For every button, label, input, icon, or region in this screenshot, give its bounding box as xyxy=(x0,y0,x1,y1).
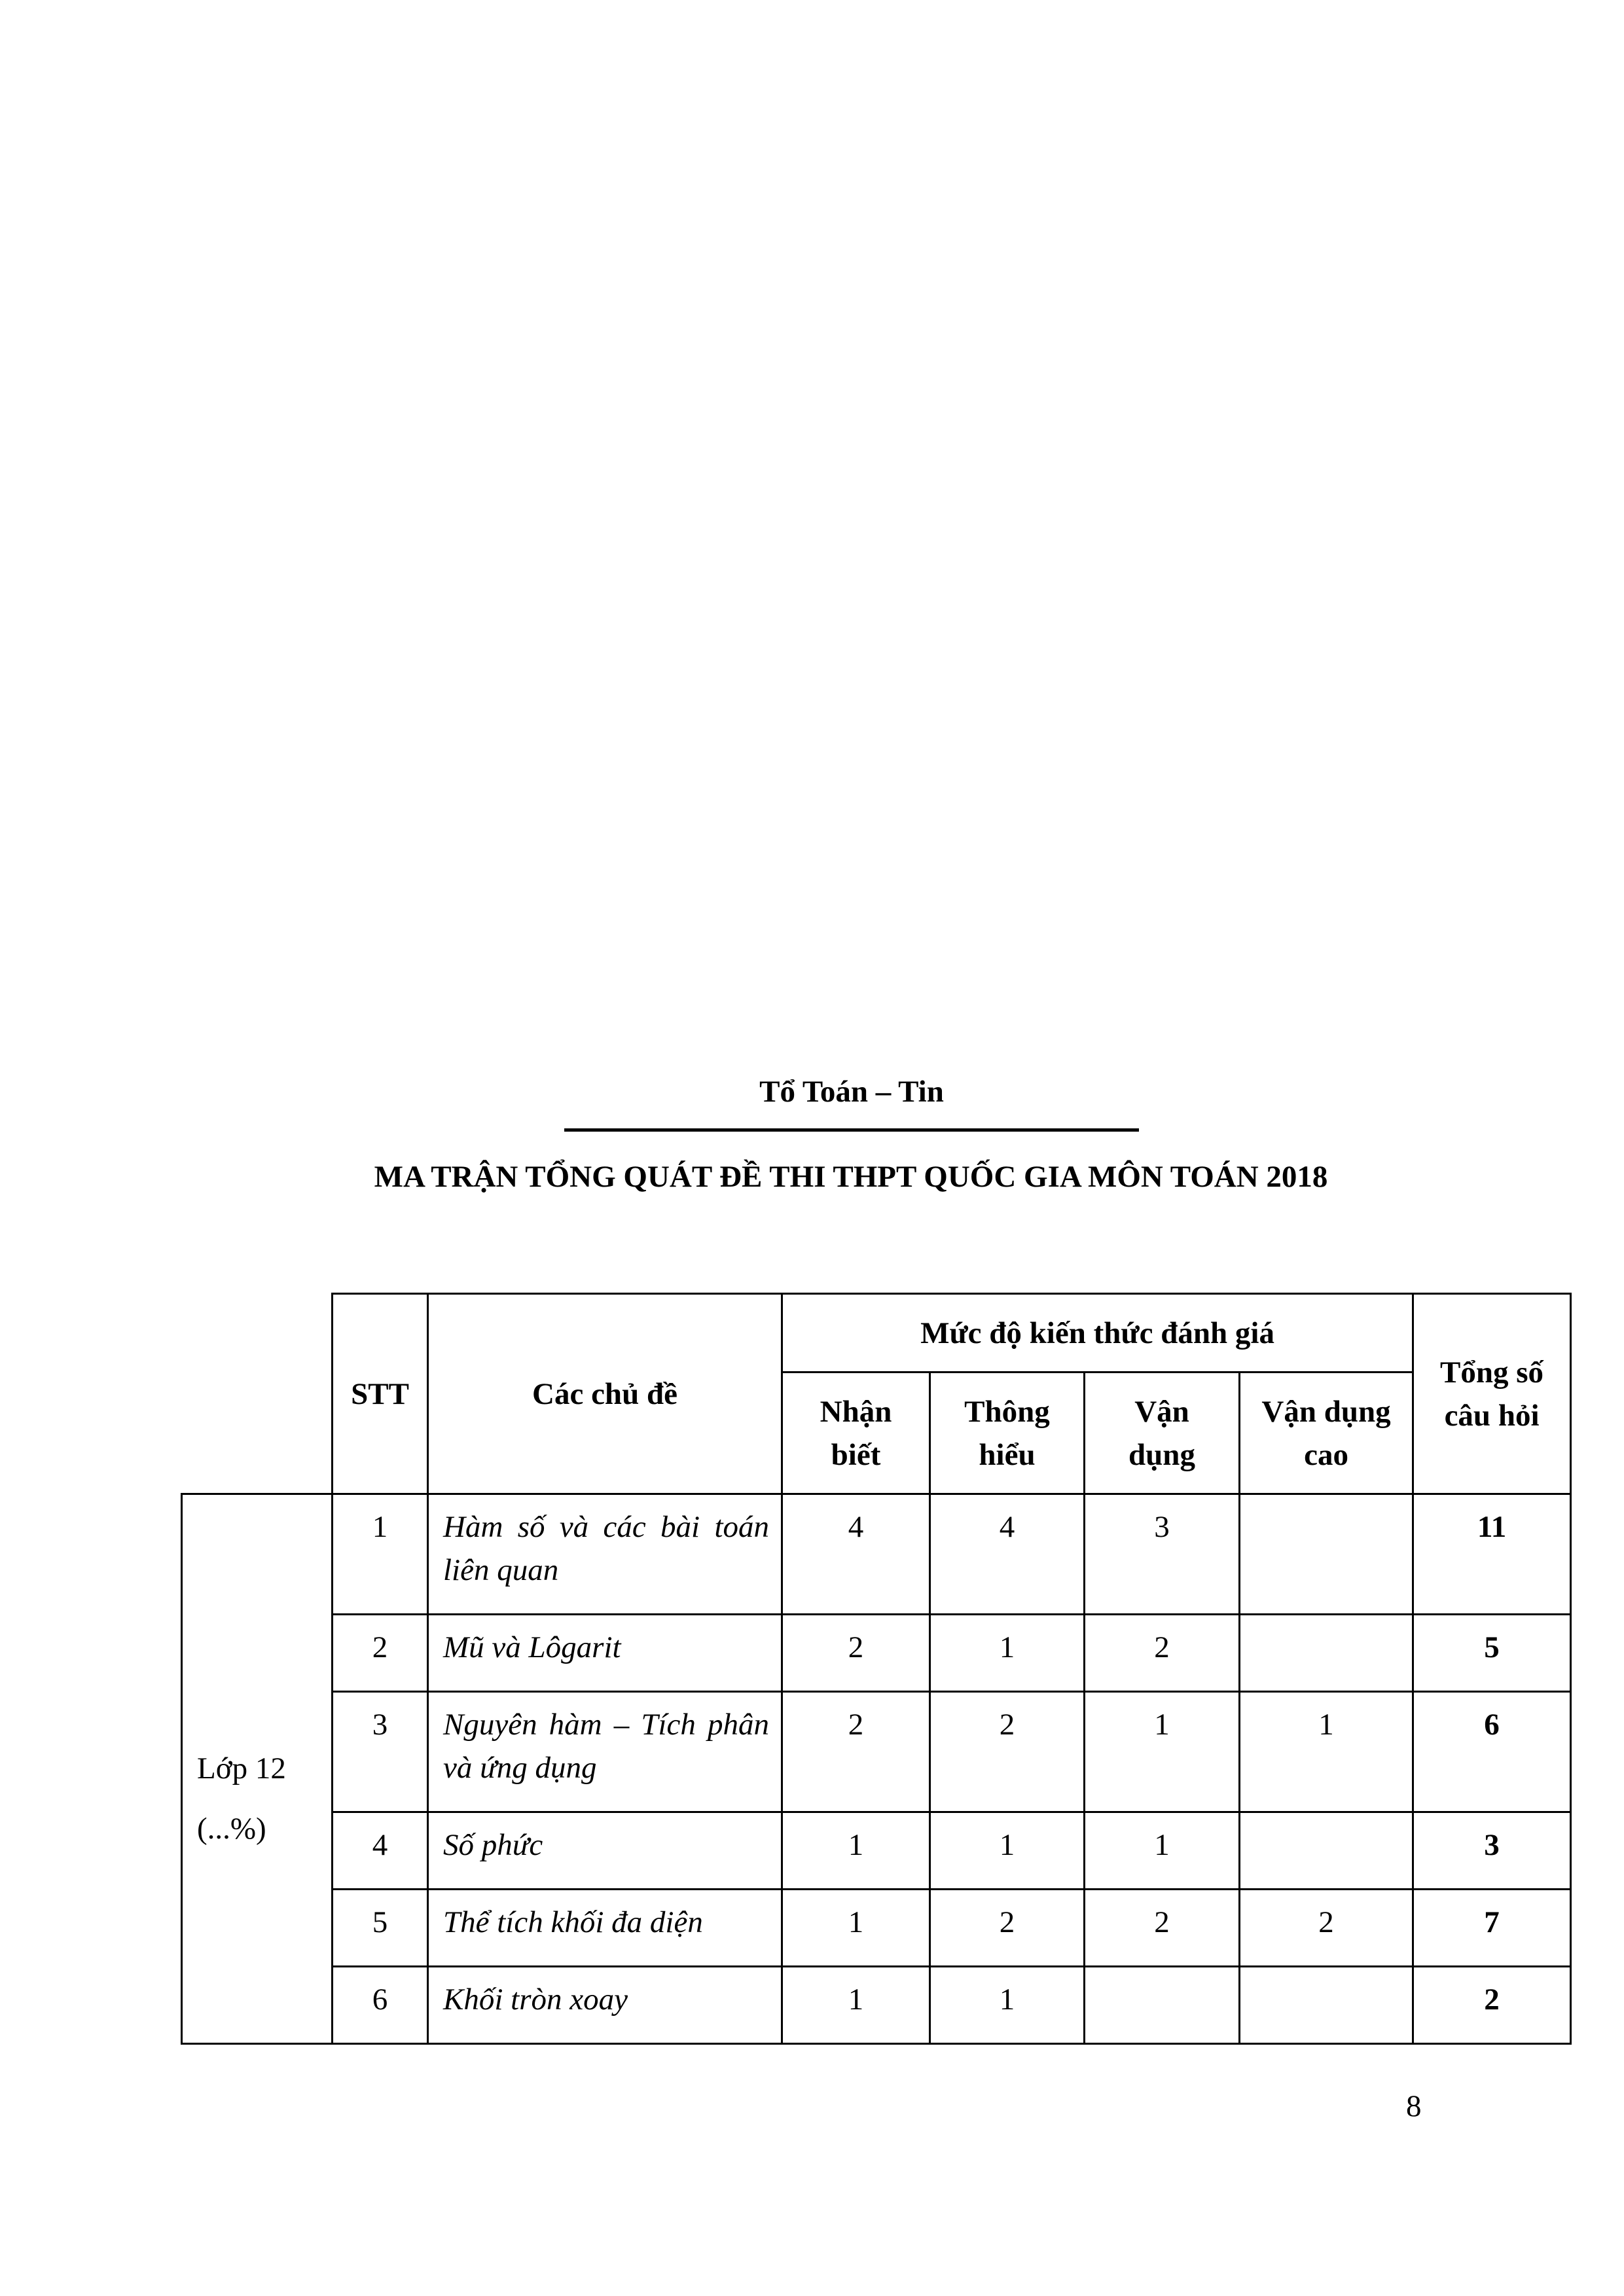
table-row xyxy=(182,1890,1571,1967)
level-header-label: Thông hiểu xyxy=(964,1394,1050,1472)
table-row xyxy=(182,1692,1571,1812)
level-header-nhan-biet xyxy=(782,1372,930,1494)
van-dung-cao-cell xyxy=(1240,1812,1413,1890)
nhan-biet-cell: 4 xyxy=(782,1494,930,1615)
stt-cell: 5 xyxy=(333,1890,428,1967)
van-dung-cao-cell xyxy=(1240,1615,1413,1692)
thong-hieu-cell: 2 xyxy=(930,1692,1085,1812)
thong-hieu-cell: 1 xyxy=(930,1812,1085,1890)
topic-cell: Hàm số và các bài toán liên quan xyxy=(428,1494,782,1615)
van-dung-cell: 2 xyxy=(1085,1890,1240,1967)
nhan-biet-cell: 2 xyxy=(782,1615,930,1692)
nhan-biet-cell: 1 xyxy=(782,1812,930,1890)
table-row xyxy=(182,1967,1571,2044)
topic-cell: Khối tròn xoay xyxy=(428,1967,782,2044)
blank-corner-cell xyxy=(182,1294,333,1494)
topic-cell: Số phức xyxy=(428,1812,782,1890)
level-header-label: Vận dụng cao xyxy=(1261,1394,1391,1472)
van-dung-cell: 3 xyxy=(1085,1494,1240,1615)
table-row xyxy=(182,1615,1571,1692)
level-group-header: Mức độ kiến thức đánh giá xyxy=(782,1294,1413,1372)
level-header-label: Nhận biết xyxy=(820,1394,892,1472)
exam-matrix-table xyxy=(181,1293,1572,2045)
department-heading: Tổ Toán – Tin xyxy=(759,1075,944,1109)
total-cell: 2 xyxy=(1413,1967,1571,2044)
total-cell: 6 xyxy=(1413,1692,1571,1812)
page-number: 8 xyxy=(1406,2089,1422,2123)
van-dung-cell xyxy=(1085,1967,1240,2044)
topic-cell: Mũ và Lôgarit xyxy=(428,1615,782,1692)
total-header xyxy=(1413,1294,1571,1494)
van-dung-cao-cell: 2 xyxy=(1240,1890,1413,1967)
total-cell: 11 xyxy=(1413,1494,1571,1615)
van-dung-cao-cell: 1 xyxy=(1240,1692,1413,1812)
thong-hieu-cell: 4 xyxy=(930,1494,1085,1615)
header-row-1 xyxy=(182,1294,1571,1372)
stt-cell: 3 xyxy=(333,1692,428,1812)
van-dung-cell: 2 xyxy=(1085,1615,1240,1692)
thong-hieu-cell: 1 xyxy=(930,1967,1085,2044)
van-dung-cao-cell xyxy=(1240,1967,1413,2044)
topic-cell: Nguyên hàm – Tích phân và ứng dụng xyxy=(428,1692,782,1812)
document-title: MA TRẬN TỔNG QUÁT ĐỀ THI THPT QUỐC GIA MÔN TOÁN 2018 xyxy=(374,1160,1328,1194)
topic-cell: Thể tích khối đa diện xyxy=(428,1890,782,1967)
total-cell: 3 xyxy=(1413,1812,1571,1890)
thong-hieu-cell: 1 xyxy=(930,1615,1085,1692)
level-header-van-dung xyxy=(1085,1372,1240,1494)
grade-cell xyxy=(182,1494,333,2044)
van-dung-cell: 1 xyxy=(1085,1812,1240,1890)
nhan-biet-cell: 2 xyxy=(782,1692,930,1812)
table-row xyxy=(182,1494,1571,1615)
topics-header: Các chủ đề xyxy=(428,1294,782,1494)
level-header-van-dung-cao xyxy=(1240,1372,1413,1494)
grade-percent: (...%) xyxy=(197,1811,266,1846)
nhan-biet-cell: 1 xyxy=(782,1967,930,2044)
level-header-thong-hieu xyxy=(930,1372,1085,1494)
van-dung-cell: 1 xyxy=(1085,1692,1240,1812)
stt-cell: 1 xyxy=(333,1494,428,1615)
heading-underline xyxy=(564,1128,1139,1132)
total-cell: 7 xyxy=(1413,1890,1571,1967)
grade-label: Lớp 12 xyxy=(197,1751,286,1785)
level-header-label: Vận dụng xyxy=(1128,1394,1195,1472)
stt-cell: 6 xyxy=(333,1967,428,2044)
total-cell: 5 xyxy=(1413,1615,1571,1692)
nhan-biet-cell: 1 xyxy=(782,1890,930,1967)
total-header-label: Tổng số câu hỏi xyxy=(1440,1355,1544,1433)
stt-header: STT xyxy=(333,1294,428,1494)
stt-cell: 2 xyxy=(333,1615,428,1692)
thong-hieu-cell: 2 xyxy=(930,1890,1085,1967)
table-row xyxy=(182,1812,1571,1890)
stt-cell: 4 xyxy=(333,1812,428,1890)
van-dung-cao-cell xyxy=(1240,1494,1413,1615)
